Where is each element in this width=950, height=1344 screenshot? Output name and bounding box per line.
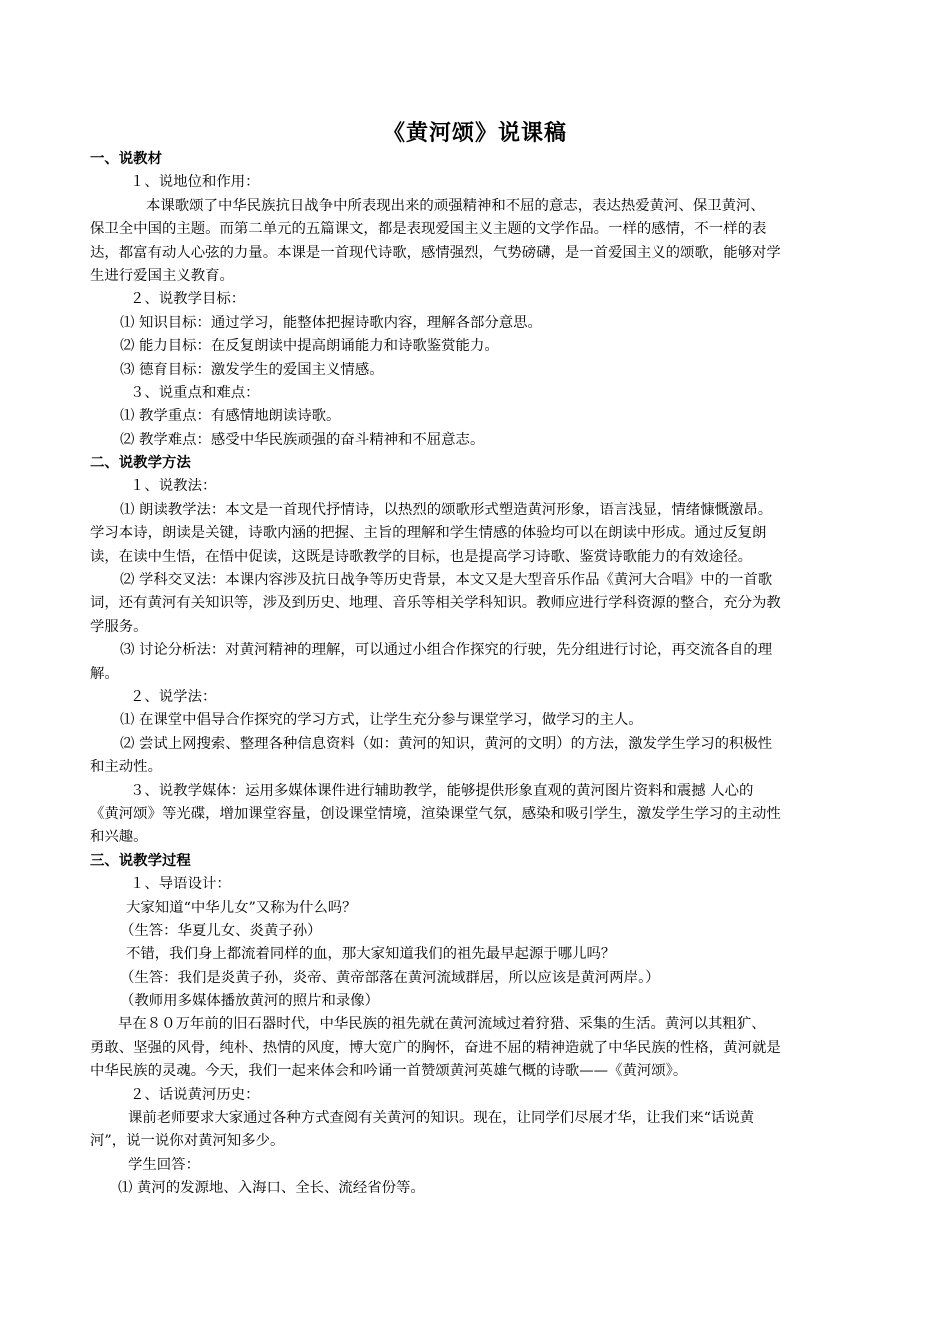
subheading: ２、说学法： [130, 688, 217, 705]
paragraph-line: 生进行爱国主义教育。 [90, 267, 234, 284]
paragraph-line: 达，都富有动人心弦的力量。本课是一首现代诗歌，感情强烈，气势磅礴，是一首爱国主义的颂歌，能够对学 [90, 244, 781, 261]
document-title: 《黄河颂》说课稿 [382, 121, 567, 146]
list-item: ⑴ 黄河的发源地、入海口、全长、流经省份等。 [118, 1180, 425, 1197]
section-heading-1: 一、说教材 [90, 151, 162, 167]
section-heading-3: 三、说教学过程 [90, 852, 191, 869]
list-item: ⑵ 能力目标：在反复朗读中提高朗诵能力和诗歌鉴赏能力。 [120, 338, 499, 355]
list-item: ⑴ 在课堂中倡导合作探究的学习方式，让学生充分参与课堂学习，做学习的主人。 [120, 712, 643, 729]
paragraph-line: 保卫全中国的主题。而第二单元的五篇课文，都是表现爱国主义主题的文学作品。一样的感情，不一样的表 [90, 221, 767, 238]
dialogue-line: （生答：华夏儿女、炎黄子孙） [120, 922, 322, 939]
section-heading-2: 二、说教学方法 [90, 455, 191, 472]
paragraph-line: 学服务。 [90, 618, 148, 635]
paragraph-line: 和兴趣。 [90, 829, 148, 846]
subheading: ３、说教学媒体：运用多媒体课件进行辅助教学，能够提供形象直观的黄河图片资料和震撼 人心的 [130, 782, 754, 799]
paragraph-line: 词，还有黄河有关知识等，涉及到历史、地理、音乐等相关学科知识。教师应进行学科资源的整合，充分为教 [90, 595, 781, 612]
list-item: ⑴ 知识目标：通过学习，能整体把握诗歌内容，理解各部分意思。 [120, 314, 542, 331]
dialogue-line: 不错，我们身上都流着同样的血，那大家知道我们的祖先最早起源于哪儿吗？ [126, 946, 616, 963]
subheading: １、说地位和作用： [130, 174, 260, 191]
subheading: ２、话说黄河历史： [130, 1086, 260, 1103]
subheading: ２、说教学目标： [130, 291, 246, 308]
paragraph-line: 学习本诗，朗读是关键，诗歌内涵的把握、主旨的理解和学生情感的体验均可以在朗读中形成。通过反复朗 [90, 525, 767, 542]
subheading: １、导语设计： [130, 876, 231, 893]
dialogue-line: （生答：我们是炎黄子孙，炎帝、黄帝部落在黄河流域群居，所以应该是黄河两岸。） [120, 969, 660, 986]
list-item: ⑴ 朗读教学法：本文是一首现代抒情诗，以热烈的颂歌形式塑造黄河形象，语言浅显，情绪慷慨激昂。 [120, 501, 773, 518]
paragraph-line: 本课歌颂了中华民族抗日战争中所表现出来的顽强精神和不屈的意志，表达热爱黄河、保卫黄河、 [146, 197, 765, 214]
paragraph-line: 读，在读中生悟，在悟中促读，这既是诗歌教学的目标，也是提高学习诗歌、鉴赏诗歌能力的有效途径。 [90, 548, 752, 565]
list-item: ⑵ 学科交叉法：本课内容涉及抗日战争等历史背景，本文又是大型音乐作品《黄河大合唱》中的一首歌 [120, 572, 773, 589]
list-item: ⑵ 尝试上网搜索、整理各种信息资料（如：黄河的知识，黄河的文明）的方法，激发学生学习的积极性 [120, 735, 773, 752]
list-item: ⑶ 德育目标：激发学生的爱国主义情感。 [120, 361, 384, 378]
dialogue-line: 大家知道“中华儿女”又称为什么吗？ [126, 899, 357, 916]
subheading: １、说教法： [130, 478, 217, 495]
paragraph-line: 中华民族的灵魂。今天，我们一起来体会和吟诵一首赞颂黄河英雄气概的诗歌——《黄河颂》。 [90, 1063, 688, 1080]
paragraph-line: 《黄河颂》等光碟，增加课堂容量，创设课堂情境，渲染课堂气氛，感染和吸引学生，激发学生学习的主动性 [90, 805, 781, 822]
paragraph-line: 早在８０万年前的旧石器时代，中华民族的祖先就在黄河流域过着狩猎、采集的生活。黄河以其粗犷、 [118, 1016, 766, 1033]
list-item: ⑶ 讨论分析法：对黄河精神的理解，可以通过小组合作探究的行驶，先分组进行讨论，再交流各自的理 [120, 642, 773, 659]
subheading: ３、说重点和难点： [130, 384, 260, 401]
paragraph-line: 课前老师要求大家通过各种方式查阅有关黄河的知识。现在，让同学们尽展才华，让我们来“话说黄 [128, 1110, 755, 1127]
list-item: ⑴ 教学重点：有感情地朗读诗歌。 [120, 408, 341, 425]
paragraph-line: 和主动性。 [90, 759, 162, 776]
paragraph-line: 解。 [90, 665, 119, 682]
paragraph-line: 河”，说一说你对黄河知多少。 [90, 1133, 285, 1150]
list-item: ⑵ 教学难点：感受中华民族顽强的奋斗精神和不屈意志。 [120, 431, 485, 448]
paragraph-line: 勇敢、坚强的风骨，纯朴、热情的风度，博大宽广的胸怀，奋进不屈的精神造就了中华民族的性格，黄河就是 [90, 1039, 781, 1056]
paragraph-line: 学生回答： [128, 1156, 200, 1173]
dialogue-line: （教师用多媒体播放黄河的照片和录像） [120, 993, 380, 1010]
document-body [90, 148, 870, 1201]
